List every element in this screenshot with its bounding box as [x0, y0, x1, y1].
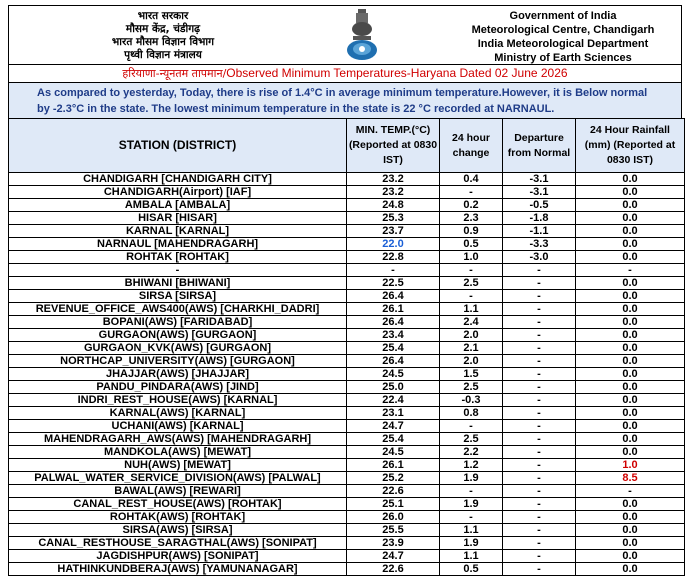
change-cell: 2.3: [440, 212, 503, 225]
table-row: [9, 394, 685, 407]
table-row: [9, 290, 685, 303]
min-temp-cell: 26.4: [347, 316, 440, 329]
rainfall-cell: -: [576, 264, 685, 277]
title-hindi: हरियाणा-न्यूनतम तापमान/: [122, 67, 227, 80]
english-org-block: [453, 9, 673, 65]
min-temp-cell: 22.8: [347, 251, 440, 264]
col-departure: Departure from Normal: [503, 119, 576, 173]
min-temp-cell: 22.5: [347, 277, 440, 290]
station-cell: BAWAL(AWS) [REWARI]: [9, 485, 347, 498]
min-temp-cell: 26.4: [347, 290, 440, 303]
station-cell: NUH(AWS) [MEWAT]: [9, 459, 347, 472]
station-cell: CHANDIGARH [CHANDIGARH CITY]: [9, 173, 347, 186]
rainfall-cell: 0.0: [576, 316, 685, 329]
rainfall-cell: 0.0: [576, 381, 685, 394]
min-temp-cell: 24.7: [347, 550, 440, 563]
rainfall-cell: 0.0: [576, 394, 685, 407]
min-temp-cell: 26.1: [347, 303, 440, 316]
min-temp-cell: -: [347, 264, 440, 277]
summary-line-1: As compared to yesterday, Today, there is rise of 1.4°C in average minimum temperature.However, it is Below normal: [37, 87, 648, 99]
rainfall-cell: 0.0: [576, 511, 685, 524]
min-temp-cell: 23.4: [347, 329, 440, 342]
table-row: [9, 537, 685, 550]
rainfall-cell: 0.0: [576, 251, 685, 264]
table-row: [9, 342, 685, 355]
rainfall-cell: 0.0: [576, 199, 685, 212]
rainfall-cell: 0.0: [576, 498, 685, 511]
rainfall-cell: 0.0: [576, 355, 685, 368]
rainfall-cell: 0.0: [576, 420, 685, 433]
min-temp-cell: 26.4: [347, 355, 440, 368]
departure-cell: -: [503, 524, 576, 537]
rainfall-cell: 0.0: [576, 238, 685, 251]
change-cell: 2.0: [440, 355, 503, 368]
table-row: [9, 407, 685, 420]
departure-cell: -: [503, 433, 576, 446]
table-row: [9, 186, 685, 199]
table-row: [9, 329, 685, 342]
rainfall-cell: 0.0: [576, 342, 685, 355]
departure-cell: -: [503, 511, 576, 524]
table-row: [9, 472, 685, 485]
departure-cell: -: [503, 537, 576, 550]
change-cell: 1.2: [440, 459, 503, 472]
table-row: [9, 368, 685, 381]
departure-cell: -: [503, 381, 576, 394]
table-row: [9, 498, 685, 511]
departure-cell: -: [503, 342, 576, 355]
english-line: Meteorological Centre, Chandigarh: [471, 24, 655, 36]
change-cell: -: [440, 290, 503, 303]
col-rainfall: 24 Hour Rainfall (mm) (Reported at 0830 IST): [576, 119, 685, 173]
rainfall-cell: 8.5: [576, 472, 685, 485]
change-cell: 2.5: [440, 433, 503, 446]
min-temp-cell: 24.5: [347, 446, 440, 459]
rainfall-cell: 0.0: [576, 433, 685, 446]
min-temp-cell: 23.9: [347, 537, 440, 550]
table-row: [9, 251, 685, 264]
rainfall-cell: 0.0: [576, 277, 685, 290]
min-temp-cell: 25.1: [347, 498, 440, 511]
change-cell: 1.5: [440, 368, 503, 381]
change-cell: 2.0: [440, 329, 503, 342]
departure-cell: -: [503, 394, 576, 407]
min-temp-cell: 22.6: [347, 563, 440, 576]
min-temp-cell: 26.0: [347, 511, 440, 524]
departure-cell: -: [503, 264, 576, 277]
departure-cell: -: [503, 563, 576, 576]
table-row: [9, 303, 685, 316]
table-header-row: [9, 119, 685, 173]
min-temp-cell: 25.5: [347, 524, 440, 537]
station-cell: CHANDIGARH(Airport) [IAF]: [9, 186, 347, 199]
change-cell: -: [440, 511, 503, 524]
rainfall-cell: 0.0: [576, 303, 685, 316]
station-cell: ROHTAK [ROHTAK]: [9, 251, 347, 264]
rainfall-cell: 0.0: [576, 225, 685, 238]
change-cell: 1.9: [440, 498, 503, 511]
departure-cell: -3.1: [503, 186, 576, 199]
departure-cell: -1.1: [503, 225, 576, 238]
change-cell: -: [440, 186, 503, 199]
rainfall-cell: 0.0: [576, 407, 685, 420]
station-cell: HATHINKUNDBERAJ(AWS) [YAMUNANAGAR]: [9, 563, 347, 576]
min-temp-cell: 23.2: [347, 186, 440, 199]
change-cell: 1.0: [440, 251, 503, 264]
departure-cell: -: [503, 329, 576, 342]
departure-cell: -: [503, 472, 576, 485]
change-cell: 0.4: [440, 173, 503, 186]
min-temp-cell: 24.8: [347, 199, 440, 212]
min-temp-cell: 26.1: [347, 459, 440, 472]
departure-cell: -3.0: [503, 251, 576, 264]
english-line: India Meteorological Department: [477, 38, 649, 50]
min-temp-cell: 24.7: [347, 420, 440, 433]
table-row: [9, 199, 685, 212]
min-temp-cell: 25.0: [347, 381, 440, 394]
rainfall-cell: 0.0: [576, 290, 685, 303]
min-temp-cell: 25.3: [347, 212, 440, 225]
station-cell: JHAJJAR(AWS) [JHAJJAR]: [9, 368, 347, 381]
station-cell: BOPANI(AWS) [FARIDABAD]: [9, 316, 347, 329]
station-cell: ROHTAK(AWS) [ROHTAK]: [9, 511, 347, 524]
station-cell: KARNAL [KARNAL]: [9, 225, 347, 238]
table-row: [9, 355, 685, 368]
change-cell: 0.2: [440, 199, 503, 212]
title-english: Observed Minimum Temperatures-Haryana Dated 02 June 2026: [226, 66, 568, 80]
departure-cell: -: [503, 303, 576, 316]
change-cell: 0.5: [440, 563, 503, 576]
departure-cell: -: [503, 277, 576, 290]
report-sheet: [8, 5, 682, 576]
table-row: [9, 225, 685, 238]
station-cell: GURGAON_KVK(AWS) [GURGAON]: [9, 342, 347, 355]
min-temp-cell: 22.0: [347, 238, 440, 251]
station-cell: MAHENDRAGARH_AWS(AWS) [MAHENDRAGARH]: [9, 433, 347, 446]
table-row: [9, 173, 685, 186]
change-cell: 2.4: [440, 316, 503, 329]
table-row: [9, 459, 685, 472]
departure-cell: -: [503, 498, 576, 511]
change-cell: -: [440, 420, 503, 433]
min-temp-cell: 24.5: [347, 368, 440, 381]
departure-cell: -: [503, 485, 576, 498]
station-cell: BHIWANI [BHIWANI]: [9, 277, 347, 290]
table-row: [9, 563, 685, 576]
table-row: [9, 238, 685, 251]
min-temp-cell: 23.2: [347, 173, 440, 186]
change-cell: -: [440, 485, 503, 498]
rainfall-cell: 0.0: [576, 368, 685, 381]
hindi-line: भारत सरकार: [137, 10, 189, 22]
table-row: [9, 277, 685, 290]
change-cell: 1.9: [440, 472, 503, 485]
table-body: [9, 173, 685, 576]
rainfall-cell: 0.0: [576, 212, 685, 225]
report-title: [8, 64, 682, 82]
min-temp-cell: 25.2: [347, 472, 440, 485]
rainfall-cell: 0.0: [576, 563, 685, 576]
departure-cell: -: [503, 420, 576, 433]
change-cell: 2.5: [440, 381, 503, 394]
departure-cell: -: [503, 368, 576, 381]
departure-cell: -0.5: [503, 199, 576, 212]
station-cell: KARNAL(AWS) [KARNAL]: [9, 407, 347, 420]
change-cell: 1.9: [440, 537, 503, 550]
departure-cell: -: [503, 290, 576, 303]
station-cell: SIRSA [SIRSA]: [9, 290, 347, 303]
hindi-line: भारत मौसम विज्ञान विभाग: [111, 36, 215, 48]
change-cell: -: [440, 264, 503, 277]
station-cell: MANDKOLA(AWS) [MEWAT]: [9, 446, 347, 459]
change-cell: 0.5: [440, 238, 503, 251]
table-row: [9, 485, 685, 498]
table-row: [9, 524, 685, 537]
departure-cell: -: [503, 459, 576, 472]
table-row: [9, 264, 685, 277]
station-cell: AMBALA [AMBALA]: [9, 199, 347, 212]
change-cell: 0.9: [440, 225, 503, 238]
table-row: [9, 511, 685, 524]
rainfall-cell: 0.0: [576, 173, 685, 186]
change-cell: 1.1: [440, 524, 503, 537]
rainfall-cell: -: [576, 485, 685, 498]
summary-text: [8, 82, 682, 118]
departure-cell: -1.8: [503, 212, 576, 225]
min-temp-cell: 25.4: [347, 342, 440, 355]
change-cell: 2.1: [440, 342, 503, 355]
departure-cell: -: [503, 355, 576, 368]
departure-cell: -: [503, 407, 576, 420]
change-cell: 2.5: [440, 277, 503, 290]
change-cell: 1.1: [440, 303, 503, 316]
min-temp-cell: 22.6: [347, 485, 440, 498]
min-temp-cell: 23.1: [347, 407, 440, 420]
station-cell: UCHANI(AWS) [KARNAL]: [9, 420, 347, 433]
change-cell: 1.1: [440, 550, 503, 563]
change-cell: 0.8: [440, 407, 503, 420]
station-cell: HISAR [HISAR]: [9, 212, 347, 225]
change-cell: -0.3: [440, 394, 503, 407]
change-cell: 2.2: [440, 446, 503, 459]
hindi-line: मौसम केंद्र, चंडीगढ़: [125, 23, 201, 35]
table-row: [9, 420, 685, 433]
departure-cell: -: [503, 446, 576, 459]
rainfall-cell: 0.0: [576, 186, 685, 199]
min-temp-cell: 25.4: [347, 433, 440, 446]
station-cell: -: [9, 264, 347, 277]
station-cell: INDRI_REST_HOUSE(AWS) [KARNAL]: [9, 394, 347, 407]
departure-cell: -: [503, 550, 576, 563]
min-temp-cell: 22.4: [347, 394, 440, 407]
station-cell: PANDU_PINDARA(AWS) [JIND]: [9, 381, 347, 394]
col-change: 24 hour change: [440, 119, 503, 173]
table-row: [9, 446, 685, 459]
rainfall-cell: 0.0: [576, 329, 685, 342]
summary-line-2: by -2.3°C in the state. The lowest minimum temperature in the state is 22 °C recorded at NARNAUL.: [37, 103, 555, 115]
rainfall-cell: 0.0: [576, 550, 685, 563]
station-cell: GURGAON(AWS) [GURGAON]: [9, 329, 347, 342]
min-temp-cell: 23.7: [347, 225, 440, 238]
col-station: STATION (DISTRICT): [9, 119, 347, 173]
temperature-table: [8, 118, 685, 576]
english-line: Government of India: [509, 10, 617, 22]
station-cell: PALWAL_WATER_SERVICE_DIVISION(AWS) [PALWAL]: [9, 472, 347, 485]
table-row: [9, 433, 685, 446]
station-cell: CANAL_REST_HOUSE(AWS) [ROHTAK]: [9, 498, 347, 511]
departure-cell: -3.1: [503, 173, 576, 186]
table-row: [9, 212, 685, 225]
rainfall-cell: 0.0: [576, 524, 685, 537]
table-row: [9, 316, 685, 329]
report-header: [8, 5, 682, 64]
hindi-org-block: [23, 10, 303, 62]
station-cell: JAGDISHPUR(AWS) [SONIPAT]: [9, 550, 347, 563]
rainfall-cell: 1.0: [576, 459, 685, 472]
english-line: Ministry of Earth Sciences: [494, 52, 632, 64]
table-row: [9, 381, 685, 394]
table-row: [9, 550, 685, 563]
col-min-temp: MIN. TEMP.(°C) (Reported at 0830 IST): [347, 119, 440, 173]
state-emblem-icon: [345, 8, 379, 62]
departure-cell: -: [503, 316, 576, 329]
rainfall-cell: 0.0: [576, 446, 685, 459]
station-cell: SIRSA(AWS) [SIRSA]: [9, 524, 347, 537]
departure-cell: -3.3: [503, 238, 576, 251]
station-cell: CANAL_RESTHOUSE_SARAGTHAL(AWS) [SONIPAT]: [9, 537, 347, 550]
rainfall-cell: 0.0: [576, 537, 685, 550]
station-cell: REVENUE_OFFICE_AWS400(AWS) [CHARKHI_DADRI]: [9, 303, 347, 316]
hindi-line: पृथ्वी विज्ञान मंत्रालय: [124, 49, 202, 61]
station-cell: NORTHCAP_UNIVERSITY(AWS) [GURGAON]: [9, 355, 347, 368]
station-cell: NARNAUL [MAHENDRAGARH]: [9, 238, 347, 251]
